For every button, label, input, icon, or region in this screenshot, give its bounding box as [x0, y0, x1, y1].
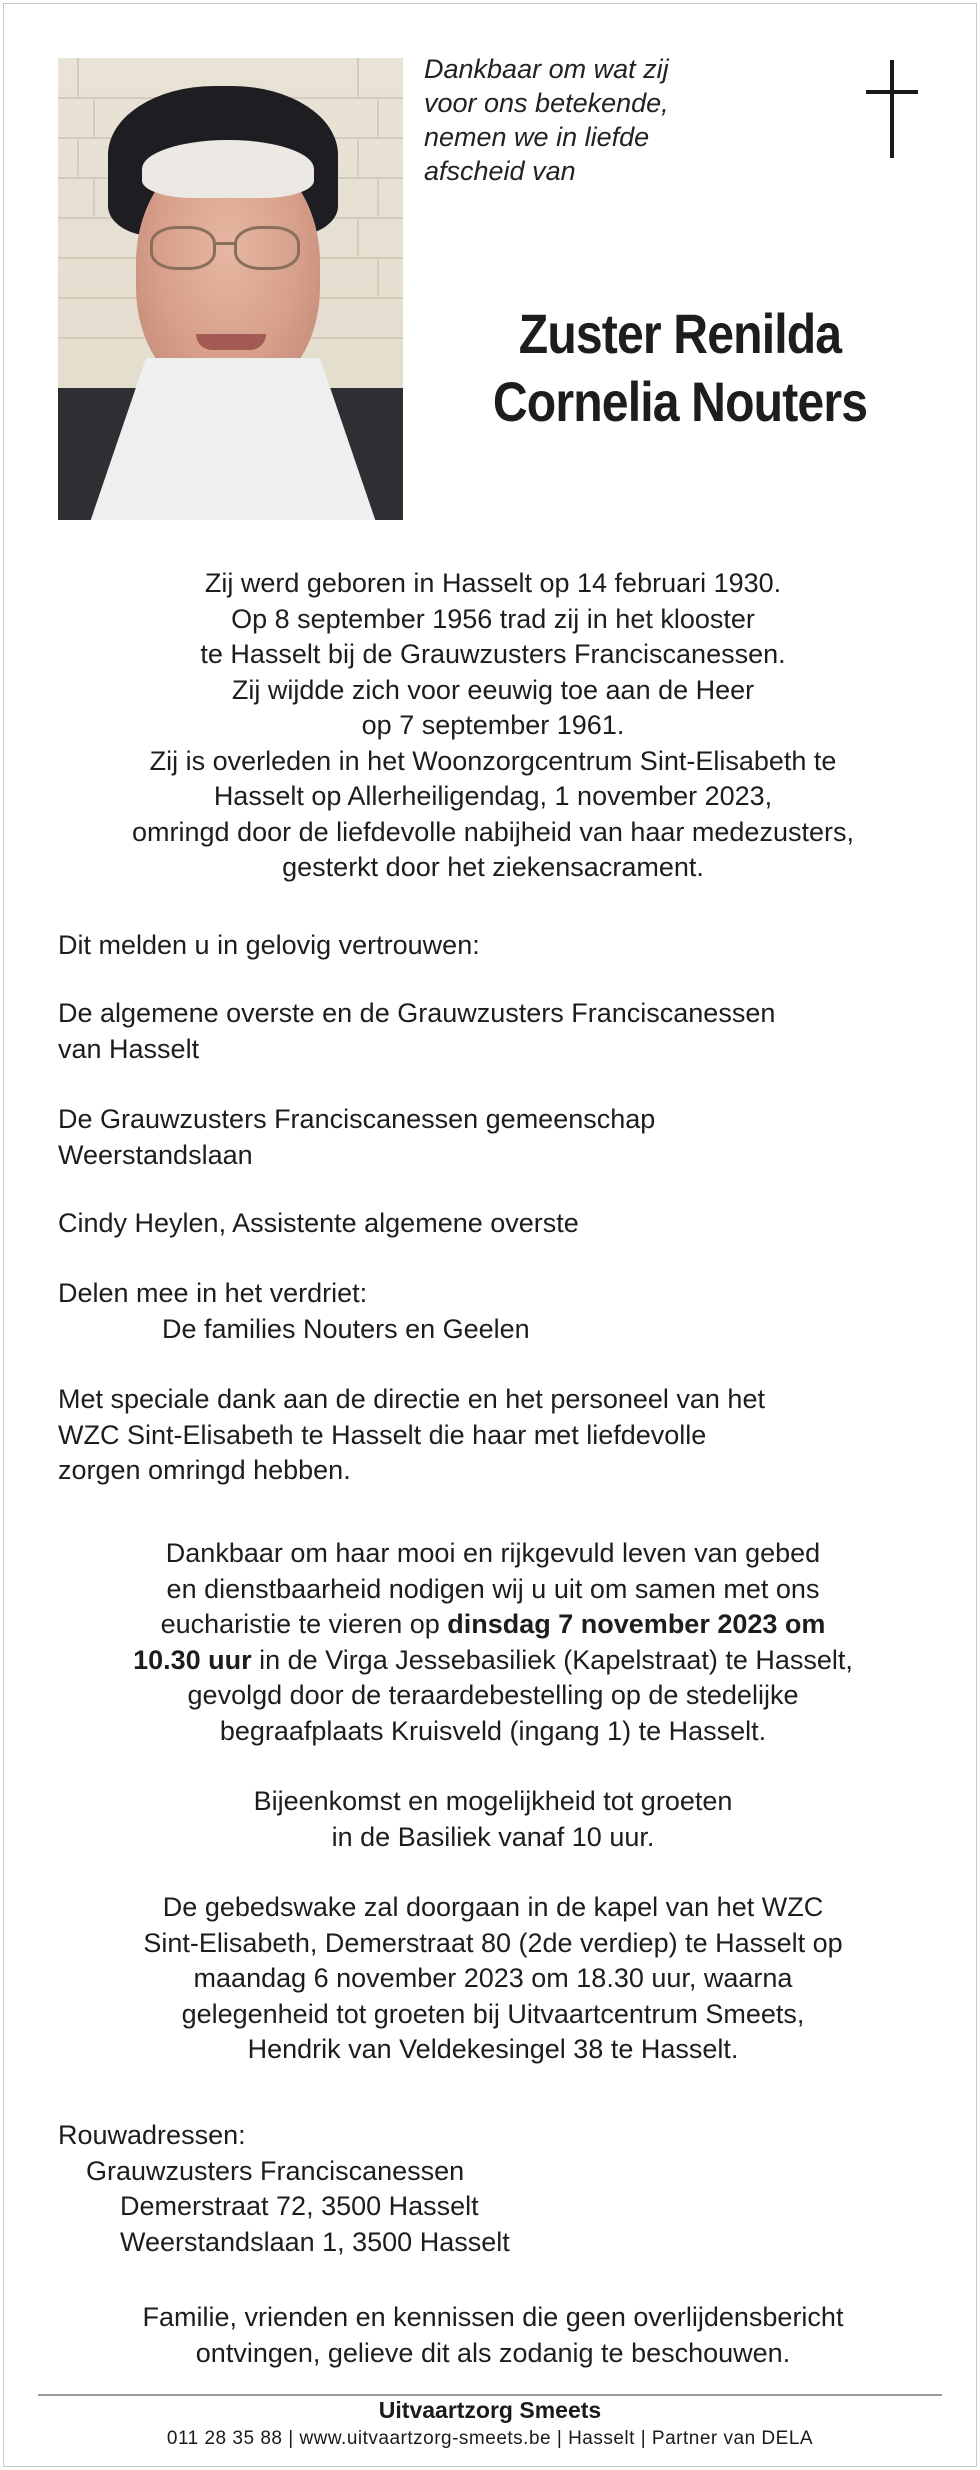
intro-line: afscheid van [424, 156, 576, 186]
glasses-right-lens [234, 226, 300, 270]
announcer-group-1 [58, 996, 928, 1067]
address-org: Grauwzusters Franciscanessen [86, 2155, 465, 2186]
biography-line: omringd door de liefdevolle nabijheid van haar medezusters, [132, 816, 854, 847]
ceremony-line: gevolgd door de teraardebestelling op de stedelijke [187, 1680, 799, 1710]
intro-line: Dankbaar om wat zij [424, 54, 669, 84]
name-line: Cornelia Nouters [492, 370, 868, 433]
deceased-name [456, 300, 903, 436]
thanks-line: WZC Sint-Elisabeth te Hasselt die haar met liefdevolle [58, 1419, 707, 1450]
vigil-line: maandag 6 november 2023 om 18.30 uur, waarna [193, 1963, 793, 1993]
announcer-line: van Hasselt [58, 1033, 200, 1064]
intro-text [424, 52, 724, 188]
biography-line: Zij werd geboren in Hasselt op 14 februari 1930. [204, 568, 782, 598]
biography-line: op 7 september 1961. [361, 710, 625, 740]
closing-line: Familie, vrienden en kennissen die geen overlijdensbericht [142, 2302, 844, 2332]
hair [142, 140, 314, 198]
footer-title: Uitvaartzorg Smeets [378, 2397, 602, 2423]
announcer-line: Weerstandslaan [58, 1139, 253, 1170]
thanks-section [58, 1382, 928, 1489]
ceremony-line: begraafplaats Kruisveld (ingang 1) te Hasselt. [219, 1715, 767, 1746]
gathering-section [58, 1784, 928, 1855]
vigil-line: De gebedswake zal doorgaan in de kapel van het WZC [162, 1892, 824, 1922]
glasses-bridge [214, 242, 236, 245]
announcement-intro-text: Dit melden u in gelovig vertrouwen: [58, 930, 480, 960]
vigil-line: Sint-Elisabeth, Demerstraat 80 (2de verdiep) te Hasselt op [143, 1927, 843, 1958]
grief-label: Delen mee in het verdriet: [58, 1278, 368, 1308]
cross-icon [862, 60, 922, 160]
announcement-intro [58, 928, 928, 964]
announcer-line: Cindy Heylen, Assistente algemene overste [58, 1208, 579, 1238]
closing-section [58, 2300, 928, 2371]
ceremony-section [58, 1536, 928, 1749]
biography-line: Hasselt op Allerheiligendag, 1 november 2023, [213, 781, 773, 811]
ceremony-line [58, 1643, 928, 1679]
vigil-section [58, 1890, 928, 2068]
intro-line: voor ons betekende, [424, 88, 669, 118]
announcer-line: De Grauwzusters Franciscanessen gemeenschap [58, 1104, 656, 1134]
grief-section [58, 1276, 928, 1347]
announcer-group-3 [58, 1206, 928, 1242]
glasses-left-lens [150, 226, 216, 270]
grief-families: De families Nouters en Geelen [162, 1313, 530, 1344]
biography [58, 566, 928, 886]
ceremony-text: eucharistie te vieren op [160, 1609, 448, 1639]
ceremony-date: dinsdag 7 november 2023 om [447, 1609, 826, 1639]
address-line: Weerstandslaan 1, 3500 Hasselt [120, 2226, 510, 2257]
addresses-section [58, 2118, 928, 2260]
thanks-line: zorgen omringd hebben. [58, 1455, 351, 1485]
ceremony-line [58, 1607, 928, 1643]
biography-line: Op 8 september 1956 trad zij in het klooster [231, 603, 755, 634]
thanks-line: Met speciale dank aan de directie en het personeel van het [58, 1384, 765, 1414]
addresses-label: Rouwadressen: [58, 2120, 246, 2150]
announcer-line: De algemene overste en de Grauwzusters Franciscanessen [58, 998, 776, 1028]
gathering-line: in de Basiliek vanaf 10 uur. [331, 1821, 655, 1852]
announcer-group-2 [58, 1102, 928, 1173]
biography-line: te Hasselt bij de Grauwzusters Franciscanessen. [200, 639, 786, 669]
biography-line: gesterkt door het ziekensacrament. [282, 852, 704, 882]
intro-line: nemen we in liefde [424, 122, 650, 152]
biography-line: Zij wijdde zich voor eeuwig toe aan de Heer [231, 674, 755, 705]
footer-info: 011 28 35 88 | www.uitvaartzorg-smeets.be | Hasselt | Partner van DELA [166, 2428, 814, 2449]
vigil-line: Hendrik van Veldekesingel 38 te Hasselt. [247, 2034, 739, 2064]
smile [196, 334, 266, 350]
address-line: Demerstraat 72, 3500 Hasselt [120, 2191, 479, 2221]
ceremony-line: en dienstbaarheid nodigen wij u uit om samen met ons [166, 1573, 820, 1604]
gathering-line: Bijeenkomst en mogelijkheid tot groeten [253, 1786, 733, 1816]
ceremony-text: in de Virga Jessebasiliek (Kapelstraat) te Hasselt, [251, 1644, 853, 1675]
vigil-line: gelegenheid tot groeten bij Uitvaartcentrum Smeets, [181, 1998, 805, 2029]
portrait-photo [58, 58, 403, 520]
biography-line: Zij is overleden in het Woonzorgcentrum Sint-Elisabeth te [149, 745, 837, 776]
ceremony-line: Dankbaar om haar mooi en rijkgevuld leven van gebed [165, 1538, 821, 1568]
name-line: Zuster Renilda [518, 302, 842, 365]
ceremony-time: 10.30 uur [133, 1644, 252, 1675]
closing-line: ontvingen, gelieve dit als zodanig te beschouwen. [195, 2337, 791, 2368]
